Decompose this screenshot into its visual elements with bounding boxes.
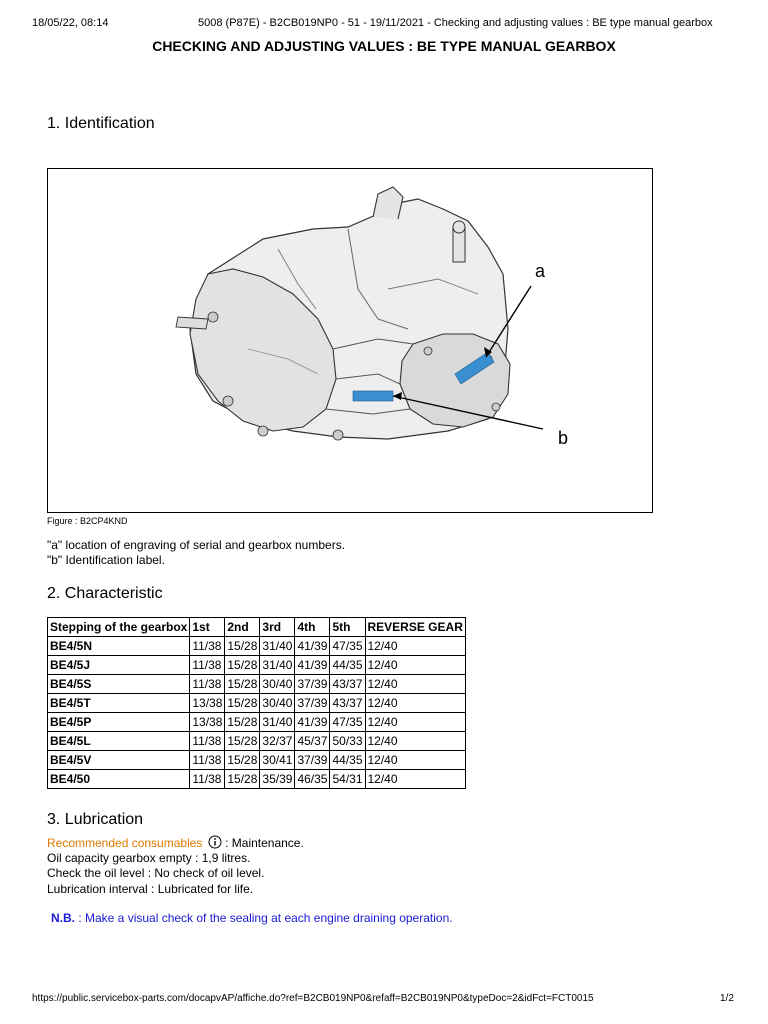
print-datetime: 18/05/22, 08:14 (32, 17, 109, 29)
ratio-cell: 46/35 (295, 770, 330, 789)
ratio-cell: 15/28 (225, 732, 260, 751)
table-row (48, 675, 466, 694)
ratio-cell: 30/40 (260, 694, 295, 713)
gearbox-model-cell: BE4/5L (48, 732, 190, 751)
ratio-cell: 44/35 (330, 656, 365, 675)
ratio-cell: 11/38 (190, 751, 225, 770)
ratio-cell: 41/39 (295, 713, 330, 732)
table-row (48, 713, 466, 732)
ratio-cell: 15/28 (225, 656, 260, 675)
callout-b-label: b (558, 428, 569, 448)
ratio-cell: 15/28 (225, 637, 260, 656)
ratio-cell: 13/38 (190, 694, 225, 713)
nb-note (51, 911, 453, 925)
gearbox-model-cell: BE4/5S (48, 675, 190, 694)
ratio-cell: 13/38 (190, 713, 225, 732)
column-header: 4th (295, 618, 330, 637)
gearbox-model-cell: BE4/5P (48, 713, 190, 732)
table-row (48, 732, 466, 751)
ratio-cell: 31/40 (260, 713, 295, 732)
ratio-cell: 11/38 (190, 732, 225, 751)
consumables-suffix: : Maintenance. (221, 836, 304, 850)
ratio-cell: 54/31 (330, 770, 365, 789)
ratio-cell: 50/33 (330, 732, 365, 751)
ratio-cell: 12/40 (365, 694, 465, 713)
ratio-cell: 12/40 (365, 656, 465, 675)
ratio-cell: 41/39 (295, 656, 330, 675)
ratio-cell: 37/39 (295, 751, 330, 770)
nb-text: : Make a visual check of the sealing at each engine draining operation. (75, 911, 453, 925)
section-lubrication-heading: 3. Lubrication (47, 811, 144, 828)
oil-check: Check the oil level : No check of oil level. (47, 866, 265, 880)
column-header: 2nd (225, 618, 260, 637)
section-identification-heading: 1. Identification (47, 115, 155, 132)
ratio-cell: 11/38 (190, 656, 225, 675)
ratio-cell: 32/37 (260, 732, 295, 751)
table-row (48, 637, 466, 656)
gearbox-model-cell: BE4/5N (48, 637, 190, 656)
gearbox-model-cell: BE4/5J (48, 656, 190, 675)
ratio-cell: 15/28 (225, 713, 260, 732)
table-row (48, 656, 466, 675)
column-header: REVERSE GEAR (365, 618, 465, 637)
ratio-cell: 12/40 (365, 713, 465, 732)
gearbox-model-cell: BE4/50 (48, 770, 190, 789)
ratio-cell: 43/37 (330, 675, 365, 694)
end-cover (400, 334, 510, 427)
column-header: 3rd (260, 618, 295, 637)
ratio-cell: 47/35 (330, 637, 365, 656)
ratio-cell: 15/28 (225, 751, 260, 770)
ratio-cell: 12/40 (365, 675, 465, 694)
gearbox-model-cell: BE4/5T (48, 694, 190, 713)
ratio-cell: 47/35 (330, 713, 365, 732)
ratio-cell: 15/28 (225, 675, 260, 694)
page-number: 1/2 (720, 993, 734, 1004)
legend-a: "a" location of engraving of serial and gearbox numbers. (47, 538, 346, 552)
ratio-cell: 30/41 (260, 751, 295, 770)
consumables-line (47, 835, 304, 852)
gearbox-illustration (48, 169, 653, 513)
footer-url: https://public.servicebox-parts.com/docapvAP/affiche.do?ref=B2CB019NP0&refaff=B2CB019NP0&typeDoc=2&idFct=FCT0015 (32, 993, 594, 1004)
ratio-cell: 44/35 (330, 751, 365, 770)
ratio-cell: 35/39 (260, 770, 295, 789)
table-row (48, 751, 466, 770)
oil-capacity: Oil capacity gearbox empty : 1,9 litres. (47, 851, 251, 865)
ratio-cell: 45/37 (295, 732, 330, 751)
ratio-cell: 12/40 (365, 751, 465, 770)
ratio-cell: 41/39 (295, 637, 330, 656)
table-row (48, 770, 466, 789)
ratio-cell: 15/28 (225, 694, 260, 713)
callout-a-label: a (535, 261, 546, 281)
identification-label-b (353, 391, 393, 401)
ratio-cell: 37/39 (295, 694, 330, 713)
ratio-cell: 11/38 (190, 675, 225, 694)
figure-caption: Figure : B2CP4KND (47, 516, 128, 526)
legend-b: "b" Identification label. (47, 553, 165, 567)
recommended-consumables-link[interactable]: Recommended consumables (47, 836, 203, 850)
ratio-cell: 12/40 (365, 732, 465, 751)
ratio-cell: 31/40 (260, 656, 295, 675)
gearbox-figure (47, 168, 653, 513)
table-body (48, 637, 466, 789)
nb-label: N.B. (51, 911, 75, 925)
page-title: CHECKING AND ADJUSTING VALUES : BE TYPE MANUAL GEARBOX (152, 38, 616, 54)
column-header: 5th (330, 618, 365, 637)
table-row (48, 694, 466, 713)
column-header: Stepping of the gearbox (48, 618, 190, 637)
lubrication-interval: Lubrication interval : Lubricated for life. (47, 882, 254, 896)
gear-ratio-table (47, 617, 466, 789)
section-characteristic-heading: 2. Characteristic (47, 585, 163, 602)
ratio-cell: 12/40 (365, 637, 465, 656)
document-reference: 5008 (P87E) - B2CB019NP0 - 51 - 19/11/2021 - Checking and adjusting values : BE type manual gearbox (198, 17, 713, 29)
ratio-cell: 11/38 (190, 770, 225, 789)
ratio-cell: 30/40 (260, 675, 295, 694)
table-header-row (48, 618, 466, 637)
column-header: 1st (190, 618, 225, 637)
ratio-cell: 15/28 (225, 770, 260, 789)
ratio-cell: 37/39 (295, 675, 330, 694)
ratio-cell: 43/37 (330, 694, 365, 713)
ratio-cell: 12/40 (365, 770, 465, 789)
ratio-cell: 11/38 (190, 637, 225, 656)
gearbox-model-cell: BE4/5V (48, 751, 190, 770)
ratio-cell: 31/40 (260, 637, 295, 656)
info-icon[interactable] (208, 835, 222, 852)
